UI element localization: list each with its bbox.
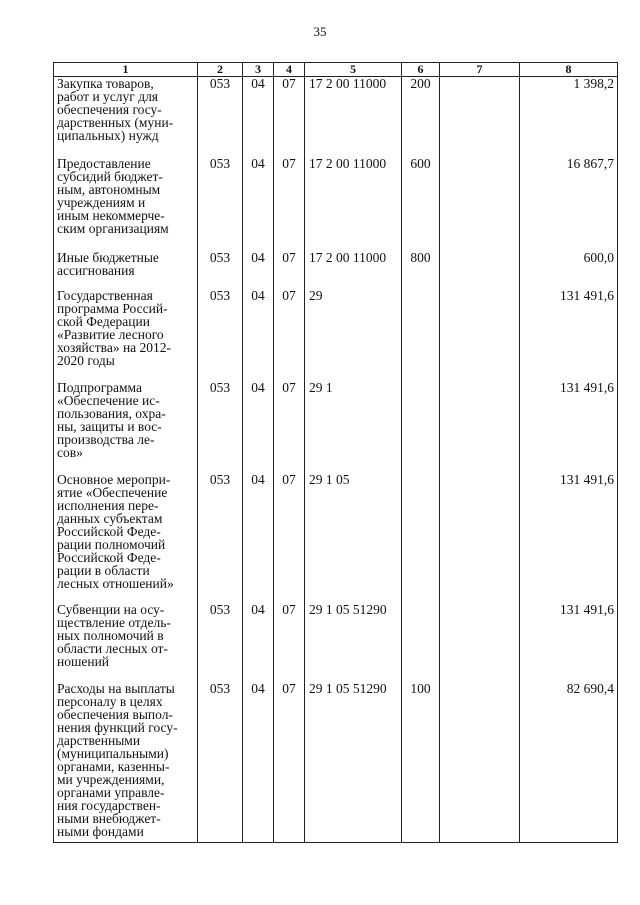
amount-cell: 1 398,2 xyxy=(520,77,618,158)
expense-type-cell xyxy=(402,603,440,682)
subsection-code-cell: 07 xyxy=(274,251,305,289)
section-code-cell: 04 xyxy=(243,289,274,381)
target-item-cell: 17 2 00 11000 xyxy=(305,251,402,289)
target-item-cell: 29 1 05 51290 xyxy=(305,603,402,682)
column-7-cell xyxy=(440,682,520,843)
table-header-row xyxy=(54,63,618,77)
section-code-cell: 04 xyxy=(243,381,274,473)
row-name-cell: Иные бюджетные ассигнования xyxy=(54,251,198,289)
column-header-4: 4 xyxy=(274,63,305,77)
ministry-code-cell: 053 xyxy=(198,682,243,843)
subsection-code-cell: 07 xyxy=(274,381,305,473)
column-header-3: 3 xyxy=(243,63,274,77)
subsection-code-cell: 07 xyxy=(274,157,305,251)
ministry-code-cell: 053 xyxy=(198,77,243,158)
expense-type-cell: 600 xyxy=(402,157,440,251)
subsection-code-cell: 07 xyxy=(274,603,305,682)
column-7-cell xyxy=(440,473,520,603)
page-number: 35 xyxy=(313,24,327,39)
section-code-cell: 04 xyxy=(243,603,274,682)
subsection-code-cell: 07 xyxy=(274,473,305,603)
column-7-cell xyxy=(440,381,520,473)
amount-cell: 16 867,7 xyxy=(520,157,618,251)
target-item-cell: 29 xyxy=(305,289,402,381)
section-code-cell: 04 xyxy=(243,77,274,158)
target-item-cell: 17 2 00 11000 xyxy=(305,157,402,251)
subsection-code-cell: 07 xyxy=(274,77,305,158)
section-code-cell: 04 xyxy=(243,682,274,843)
column-header-5: 5 xyxy=(305,63,402,77)
section-code-cell: 04 xyxy=(243,157,274,251)
subsection-code-cell: 07 xyxy=(274,289,305,381)
ministry-code-cell: 053 xyxy=(198,473,243,603)
expense-type-cell xyxy=(402,289,440,381)
row-name-cell: Субвенции на осу- ществление отдель- ных полномочий в области лесных от- ношений xyxy=(54,603,198,682)
row-name-cell: Предоставление субсидий бюджет- ным, автономным учреждениям и иным некоммерче- ским организациям xyxy=(54,157,198,251)
subsection-code-cell: 07 xyxy=(274,682,305,843)
table-row xyxy=(54,289,618,381)
amount-cell: 131 491,6 xyxy=(520,473,618,603)
expense-type-cell: 800 xyxy=(402,251,440,289)
expense-type-cell xyxy=(402,473,440,603)
row-name-cell: Закупка товаров, работ и услуг для обеспечения госу- дарственных (муни- ципальных) нужд xyxy=(54,77,198,158)
column-7-cell xyxy=(440,251,520,289)
expense-type-cell xyxy=(402,381,440,473)
table-row xyxy=(54,473,618,603)
ministry-code-cell: 053 xyxy=(198,157,243,251)
table-row xyxy=(54,603,618,682)
row-name-cell: Государственная программа Россий- ской Федерации «Развитие лесного хозяйства» на 2012- 2020 годы xyxy=(54,289,198,381)
column-7-cell xyxy=(440,603,520,682)
budget-table xyxy=(53,62,618,843)
column-header-8: 8 xyxy=(520,63,618,77)
ministry-code-cell: 053 xyxy=(198,603,243,682)
column-7-cell xyxy=(440,289,520,381)
section-code-cell: 04 xyxy=(243,473,274,603)
table-row xyxy=(54,381,618,473)
section-code-cell: 04 xyxy=(243,251,274,289)
table-row xyxy=(54,251,618,289)
column-header-2: 2 xyxy=(198,63,243,77)
table-row xyxy=(54,682,618,843)
table-row xyxy=(54,77,618,158)
column-header-1: 1 xyxy=(54,63,198,77)
target-item-cell: 29 1 05 51290 xyxy=(305,682,402,843)
expense-type-cell: 200 xyxy=(402,77,440,158)
column-header-7: 7 xyxy=(440,63,520,77)
amount-cell: 600,0 xyxy=(520,251,618,289)
column-7-cell xyxy=(440,157,520,251)
column-7-cell xyxy=(440,77,520,158)
target-item-cell: 29 1 xyxy=(305,381,402,473)
amount-cell: 131 491,6 xyxy=(520,381,618,473)
amount-cell: 131 491,6 xyxy=(520,289,618,381)
amount-cell: 82 690,4 xyxy=(520,682,618,843)
target-item-cell: 29 1 05 xyxy=(305,473,402,603)
row-name-cell: Расходы на выплаты персоналу в целях обеспечения выпол- нения функций госу- дарственными (муниципальными) органами, казенны- ми учреждениями, органами управле- ния государствен- ными внебюджет- ными фондами xyxy=(54,682,198,843)
ministry-code-cell: 053 xyxy=(198,251,243,289)
row-name-cell: Подпрограмма «Обеспечение ис- пользования, охра- ны, защиты и вос- производства ле- сов» xyxy=(54,381,198,473)
ministry-code-cell: 053 xyxy=(198,289,243,381)
amount-cell: 131 491,6 xyxy=(520,603,618,682)
ministry-code-cell: 053 xyxy=(198,381,243,473)
row-name-cell: Основное меропри- ятие «Обеспечение исполнения пере- данных субъектам Российской Феде- рации полномочий Российской Феде- рации в области лесных отношений» xyxy=(54,473,198,603)
column-header-6: 6 xyxy=(402,63,440,77)
expense-type-cell: 100 xyxy=(402,682,440,843)
target-item-cell: 17 2 00 11000 xyxy=(305,77,402,158)
table-row xyxy=(54,157,618,251)
